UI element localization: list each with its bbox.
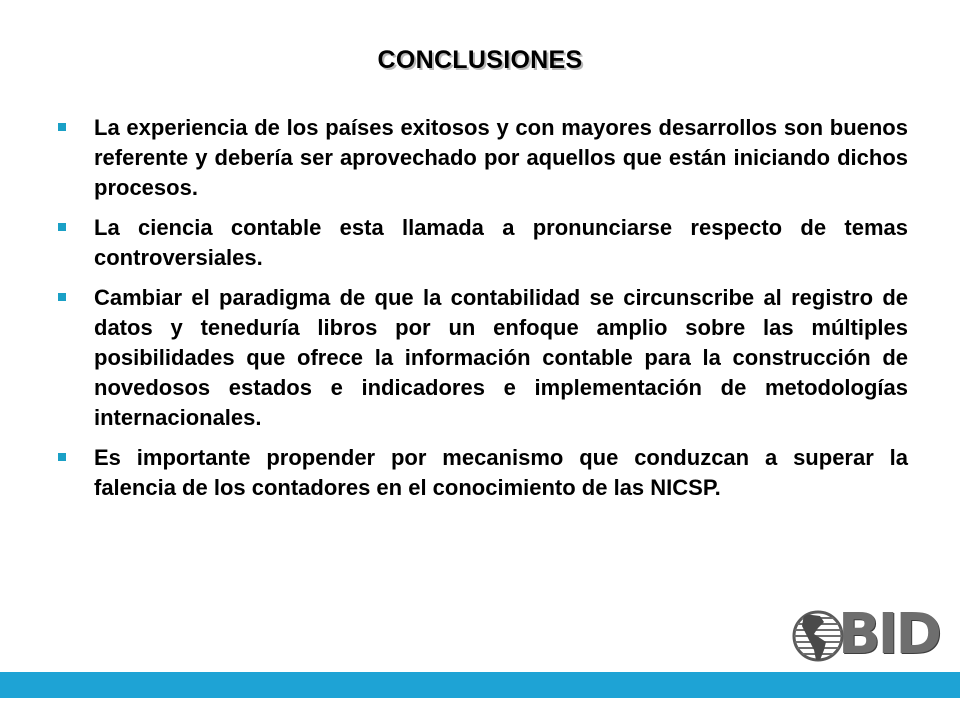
list-item — [56, 443, 908, 503]
bullet-text: Cambiar el paradigma de que la contabilidad se circunscribe al registro de datos y teneduría libros por un enfoque amplio sobre las múltiples posibilidades que ofrece la información contable para la construcción de novedosos estados e indicadores e implementación de metodologías internacionales. — [94, 285, 908, 430]
list-item — [56, 113, 908, 203]
bullet-text: Es importante propender por mecanismo que conduzcan a superar la falencia de los contadores en el conocimiento de las NICSP. — [94, 445, 908, 500]
list-item — [56, 283, 908, 433]
square-bullet-icon — [58, 293, 66, 301]
logo-wordmark: BID — [838, 602, 940, 667]
footer-bar — [0, 672, 960, 698]
conclusions-list — [56, 113, 908, 513]
slide-title: CONCLUSIONES — [377, 46, 583, 74]
bullet-text: La ciencia contable esta llamada a pronunciarse respecto de temas controversiales. — [94, 215, 908, 270]
square-bullet-icon — [58, 453, 66, 461]
bullet-text: La experiencia de los países exitosos y con mayores desarrollos son buenos referente y debería ser aprovechado por aquellos que están iniciando dichos procesos. — [94, 115, 908, 200]
bid-logo — [790, 602, 940, 667]
square-bullet-icon — [58, 123, 66, 131]
square-bullet-icon — [58, 223, 66, 231]
list-item — [56, 213, 908, 273]
